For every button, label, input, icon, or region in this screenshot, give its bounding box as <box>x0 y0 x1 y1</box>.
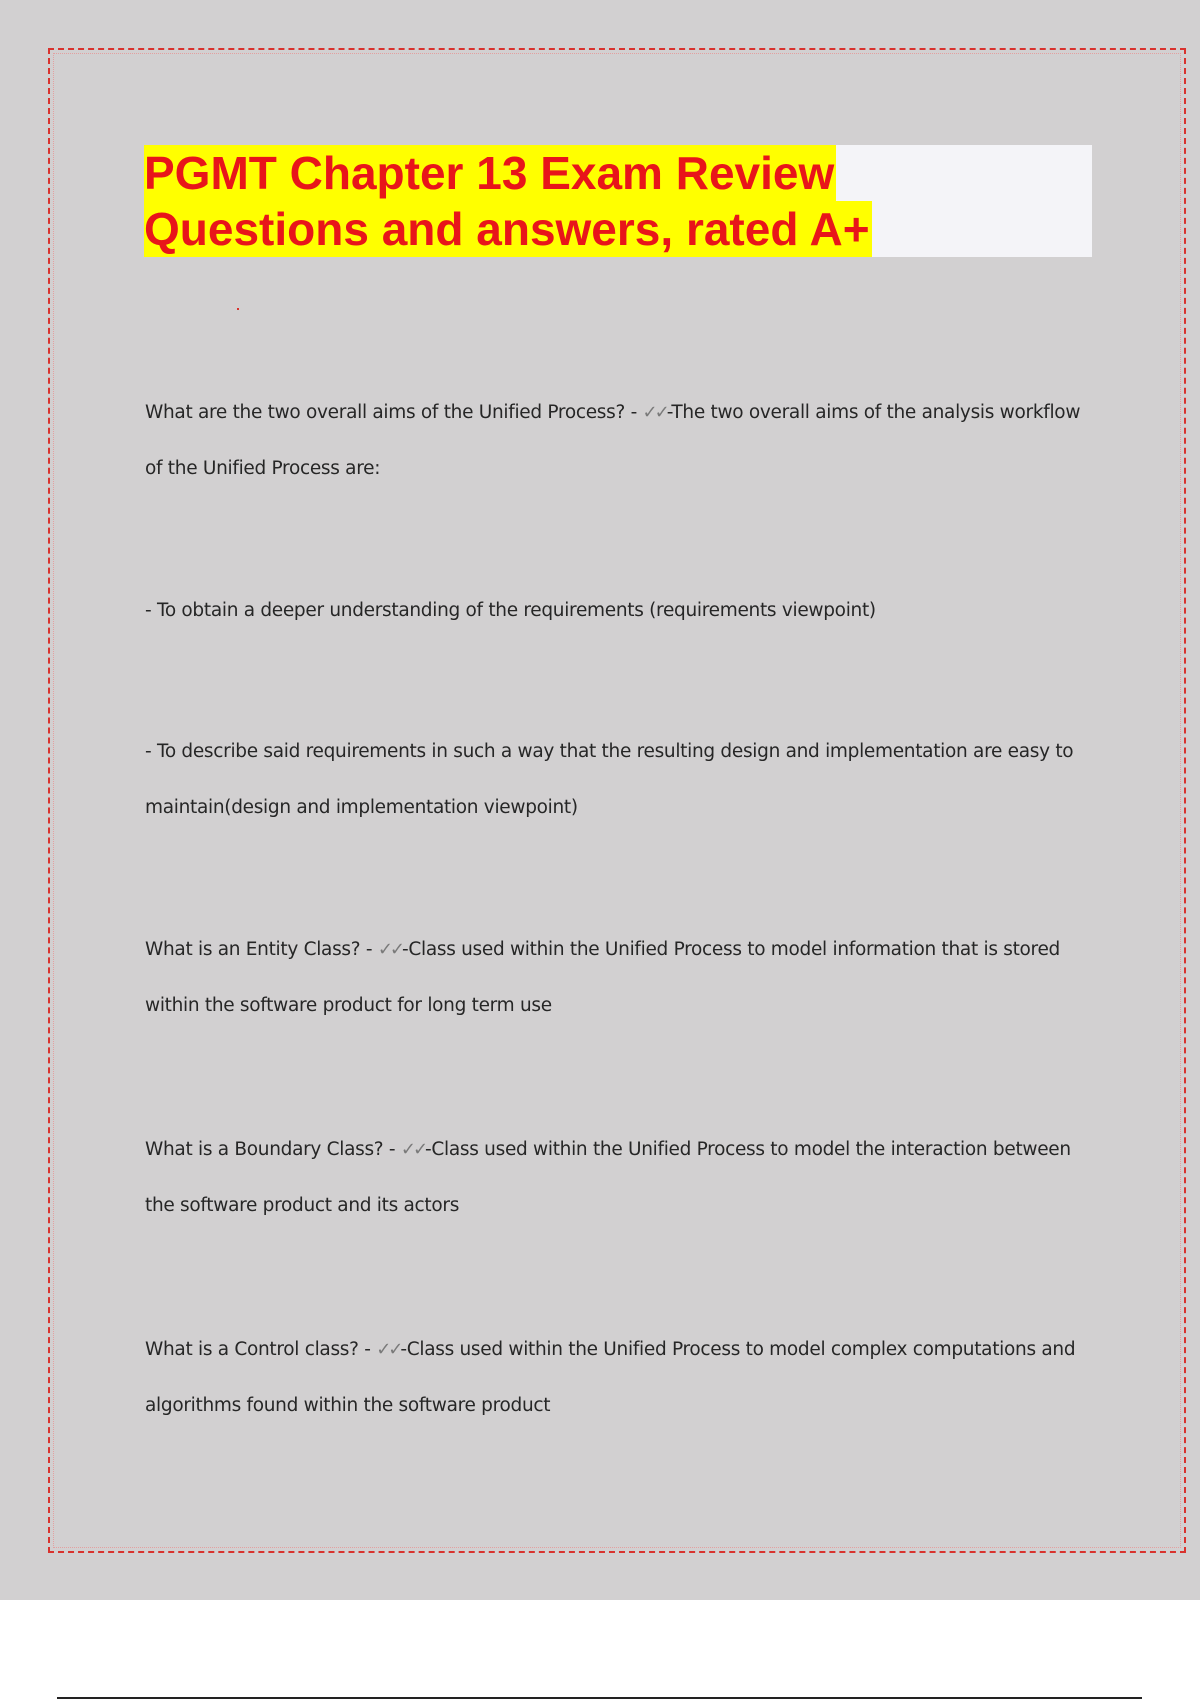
question-text: What is a Boundary Class? - <box>145 1139 401 1160</box>
answer-text: -Class used within the Unified Process to model complex computations and algorithms found within the software product <box>145 1339 1076 1416</box>
qa-unified-process-aims <box>145 385 1095 497</box>
double-check-icon: ✓✓ <box>642 402 667 423</box>
question-text: What are the two overall aims of the Unified Process? - <box>145 402 643 423</box>
stray-mark <box>237 308 239 310</box>
double-check-icon: ✓✓ <box>400 1139 426 1160</box>
footer-rule <box>57 1697 1142 1699</box>
aim-design-viewpoint <box>145 724 1095 836</box>
answer-text: -Class used within the Unified Process to model the interaction between the software product and its actors <box>145 1139 1071 1216</box>
aim-requirements-viewpoint <box>145 583 1095 639</box>
bullet-text: - To obtain a deeper understanding of the requirements (requirements viewpoint) <box>145 600 876 621</box>
qa-entity-class <box>145 922 1095 1034</box>
answer-text: -The two overall aims of the analysis workflow of the Unified Process are: <box>145 402 1081 479</box>
question-text: What is a Control class? - <box>145 1339 377 1360</box>
double-check-icon: ✓✓ <box>377 939 402 960</box>
answer-text: -Class used within the Unified Process to model information that is stored within the software product for long term use <box>145 939 1060 1016</box>
document-title-line-2: Questions and answers, rated A+ <box>144 203 870 255</box>
bullet-text: - To describe said requirements in such a way that the resulting design and implementation are easy to maintain(design and implementation viewpoint) <box>145 741 1074 818</box>
double-check-icon: ✓✓ <box>376 1339 401 1360</box>
question-text: What is an Entity Class? - <box>145 939 378 960</box>
qa-control-class <box>145 1322 1095 1434</box>
document-title-line-1: PGMT Chapter 13 Exam Review <box>144 147 835 199</box>
qa-boundary-class <box>145 1122 1095 1234</box>
